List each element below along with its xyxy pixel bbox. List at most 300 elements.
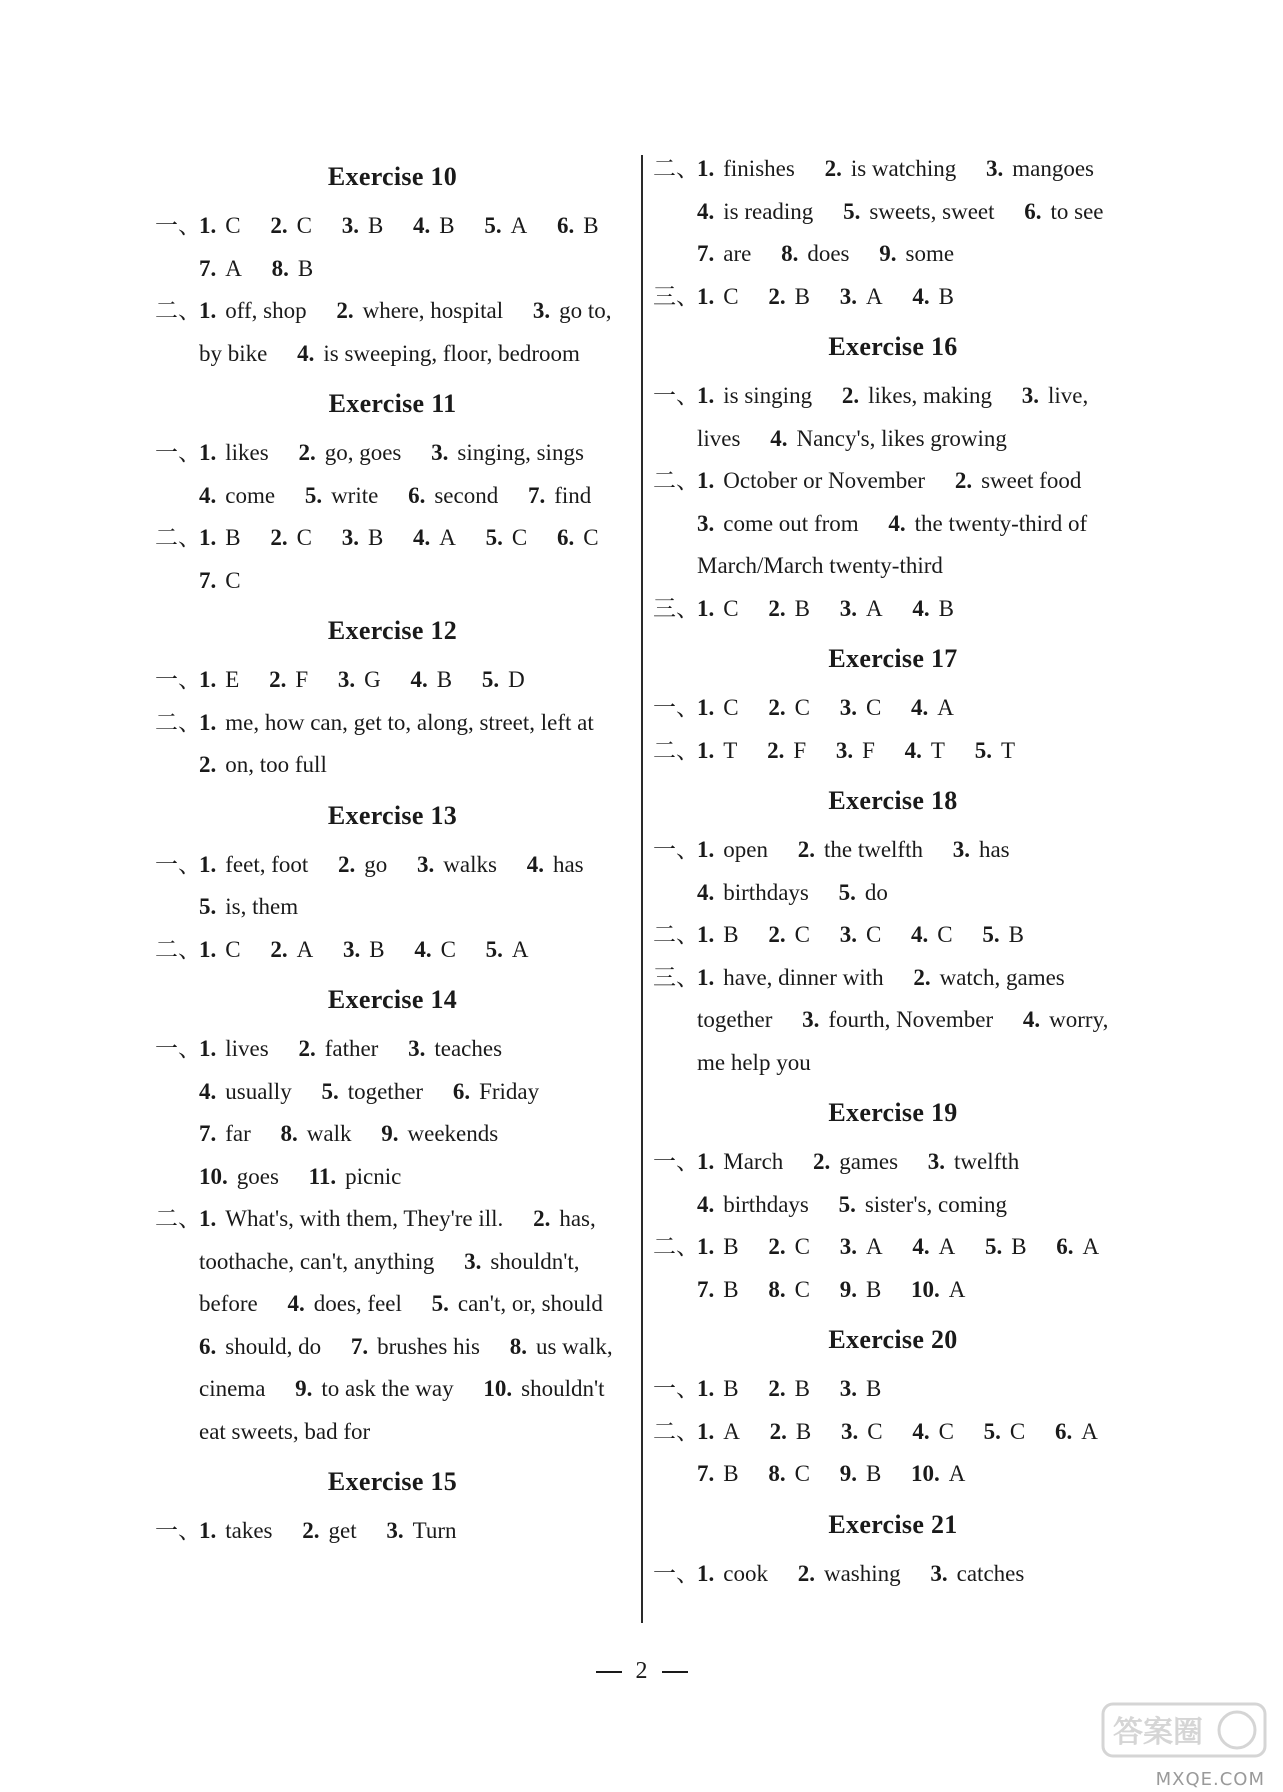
answer-number: 9. — [381, 1121, 399, 1146]
answer-text: C — [937, 922, 953, 947]
answer-text: is watching — [850, 156, 957, 181]
answer-item — [453, 1079, 539, 1104]
section-label: 二、 — [155, 709, 201, 735]
answer-item — [798, 837, 923, 862]
answer-text: B — [369, 936, 385, 962]
footer-dash-left — [596, 1671, 622, 1673]
answer-text: A — [296, 936, 314, 962]
answer-number: 2. — [768, 1234, 786, 1259]
answer-text: E — [225, 667, 240, 692]
answer-item — [911, 695, 954, 720]
answer-text: A — [938, 1234, 956, 1259]
right-column — [653, 148, 1133, 1595]
answer-text: some — [905, 241, 955, 266]
section-label: 二、 — [155, 936, 201, 962]
answer-item — [840, 1234, 883, 1259]
answer-item — [199, 213, 241, 238]
answer-number: 10. — [911, 1461, 940, 1486]
answer-number: 4. — [904, 737, 922, 763]
answer-text: B — [297, 255, 314, 281]
answer-text: A — [948, 1461, 966, 1486]
answer-item — [986, 156, 1094, 181]
section-answers — [199, 1028, 630, 1198]
answer-number: 2. — [841, 383, 860, 408]
answer-text: A — [865, 283, 883, 309]
section-answers — [199, 432, 630, 517]
answer-item — [199, 1334, 321, 1359]
answer-item — [840, 1376, 882, 1401]
section-answers — [199, 1510, 630, 1553]
answer-text: is, them — [225, 894, 299, 919]
answer-text: worry, me help you — [697, 1007, 1109, 1075]
answer-text: weekends — [407, 1121, 499, 1146]
section-label: 一、 — [155, 440, 201, 465]
answer-number: 7. — [697, 241, 715, 266]
footer-dash-right — [662, 1671, 688, 1673]
answer-text: A — [937, 695, 954, 720]
answer-item — [486, 937, 529, 962]
answer-section — [155, 290, 630, 375]
answer-number: 3. — [464, 1248, 482, 1274]
answer-item — [697, 383, 812, 408]
exercise-title: Exercise 11 — [328, 389, 457, 418]
answer-number: 1. — [697, 1560, 715, 1586]
answer-item — [697, 837, 768, 862]
answer-number: 2. — [768, 1376, 786, 1401]
section-label: 三、 — [653, 964, 699, 990]
answer-text: goes — [236, 1163, 279, 1189]
section-label: 三、 — [653, 283, 699, 309]
answer-text: C — [794, 1461, 810, 1486]
exercise-block — [155, 610, 630, 787]
answer-number: 7. — [199, 1121, 217, 1146]
exercise-block — [653, 1319, 1133, 1496]
answer-item — [697, 1376, 739, 1401]
answer-number: 10. — [199, 1163, 228, 1189]
section-answers — [697, 1411, 1133, 1496]
answer-section — [653, 276, 1133, 319]
answer-text: C — [296, 213, 312, 238]
answer-number: 4. — [413, 213, 431, 238]
answer-number: 1. — [199, 440, 217, 465]
answer-item — [768, 695, 810, 720]
answer-number: 1. — [697, 283, 715, 309]
answer-number: 1. — [199, 936, 217, 962]
answer-item — [697, 1149, 783, 1174]
answer-item — [697, 468, 925, 493]
answer-number: 4. — [1022, 1007, 1041, 1032]
answer-item — [386, 1518, 456, 1543]
answer-text: walk — [306, 1121, 352, 1146]
answer-text: B — [367, 213, 384, 238]
answer-text: sweet food — [981, 468, 1082, 493]
answer-number: 4. — [526, 851, 544, 877]
answer-number: 3. — [532, 298, 551, 323]
answer-text: shouldn't eat sweets, bad for — [199, 1376, 605, 1444]
answer-text: T — [1000, 737, 1016, 763]
answer-number: 9. — [295, 1376, 313, 1401]
answer-item — [697, 1277, 739, 1302]
answer-text: B — [794, 1376, 810, 1401]
answer-number: 6. — [557, 213, 575, 238]
answer-number: 4. — [287, 1291, 305, 1316]
answer-text: B — [794, 283, 810, 309]
answer-item — [199, 894, 298, 919]
answer-number: 10. — [483, 1376, 513, 1401]
answer-number: 2. — [302, 1518, 320, 1543]
answer-text: to see — [1050, 198, 1104, 224]
answer-number: 4. — [297, 340, 315, 366]
answer-text: B — [865, 1276, 882, 1302]
answer-number: 8. — [768, 1276, 786, 1302]
answer-item — [557, 525, 599, 550]
answer-text: B — [938, 283, 954, 309]
answer-text: C — [440, 936, 456, 962]
answer-text: lives — [225, 1036, 269, 1061]
answer-section — [653, 829, 1133, 914]
answer-number: 3. — [952, 837, 970, 862]
answer-number: 4. — [414, 936, 432, 962]
answer-item — [839, 880, 888, 905]
answer-number: 1. — [697, 837, 715, 862]
answer-item — [199, 525, 241, 550]
answer-item — [413, 525, 456, 550]
answer-number: 5. — [485, 936, 503, 962]
answer-section — [155, 929, 630, 972]
answer-number: 3. — [431, 440, 449, 465]
section-answers — [199, 290, 630, 375]
answer-item — [697, 1561, 768, 1586]
answer-number: 2. — [797, 837, 815, 862]
answer-section — [653, 957, 1133, 1085]
answer-section — [653, 375, 1133, 460]
answer-number: 5. — [974, 737, 992, 763]
answer-number: 6. — [199, 1333, 217, 1359]
exercise-block — [653, 1092, 1133, 1311]
answer-item — [930, 1561, 1024, 1586]
answer-text: C — [583, 525, 599, 550]
answer-item — [911, 922, 953, 947]
answer-text: father — [324, 1036, 379, 1061]
answer-number: 2. — [336, 298, 354, 323]
answer-number: 8. — [781, 241, 799, 266]
answer-item — [840, 284, 883, 309]
answer-section — [155, 432, 630, 517]
left-column — [155, 148, 630, 1553]
answer-text: F — [862, 737, 875, 763]
answer-text: C — [865, 922, 882, 947]
answer-text: C — [938, 1418, 954, 1444]
answer-text: off, shop — [225, 298, 307, 323]
answer-text: go to, by bike — [199, 298, 612, 366]
answer-number: 6. — [557, 525, 575, 550]
watermark-site-text: MXQE.COM — [1155, 1769, 1265, 1790]
answer-number: 2. — [913, 964, 931, 990]
answer-item — [697, 1461, 739, 1486]
answer-number: 8. — [271, 255, 289, 281]
answer-item — [528, 483, 591, 508]
section-label: 二、 — [155, 1206, 201, 1231]
answer-text: do — [864, 879, 888, 905]
answer-item — [843, 199, 994, 224]
answer-number: 1. — [697, 1376, 715, 1401]
answer-text: C — [225, 567, 241, 593]
answer-text: write — [331, 482, 379, 508]
answer-number: 2. — [768, 922, 786, 947]
answer-text: C — [723, 283, 739, 309]
answer-text: takes — [225, 1518, 273, 1543]
answer-text: C — [794, 695, 810, 720]
answer-item — [697, 156, 795, 181]
answer-item — [1024, 199, 1103, 224]
answer-text: likes, making — [868, 383, 993, 408]
section-label: 一、 — [653, 1376, 699, 1401]
answer-text: B — [723, 922, 739, 947]
answer-item — [199, 298, 307, 323]
answer-text: B — [225, 525, 241, 550]
section-answers — [199, 844, 630, 929]
answer-text: come out from — [723, 510, 859, 536]
answer-item — [975, 738, 1015, 763]
answer-text: washing — [823, 1560, 901, 1586]
answer-section — [653, 460, 1133, 588]
answer-item — [768, 1234, 810, 1259]
answer-number: 3. — [417, 851, 435, 877]
answer-item — [270, 213, 312, 238]
answer-item — [768, 922, 810, 947]
answer-number: 11. — [308, 1163, 337, 1189]
section-label: 一、 — [155, 667, 201, 692]
answer-text: A — [865, 595, 883, 621]
answer-item — [410, 667, 452, 692]
answer-item — [840, 596, 883, 621]
answer-number: 7. — [350, 1333, 369, 1359]
answer-number: 2. — [270, 936, 288, 962]
answer-text: usually — [225, 1078, 292, 1104]
answer-item — [985, 1234, 1027, 1259]
answer-item — [298, 440, 401, 465]
answer-text: A — [948, 1276, 966, 1302]
answer-number: 4. — [697, 198, 715, 224]
answer-section — [155, 205, 630, 290]
answer-item — [199, 710, 594, 735]
answer-text: B — [436, 667, 453, 692]
answer-text: are — [723, 241, 752, 266]
answer-text: walks — [443, 851, 497, 877]
answer-text: October or November — [723, 468, 926, 493]
answer-text: cook — [723, 1560, 768, 1586]
answer-number: 2. — [768, 695, 786, 720]
answer-text: C — [794, 1276, 810, 1302]
answer-item — [802, 1007, 993, 1032]
answer-text: far — [225, 1121, 251, 1146]
answer-number: 3. — [341, 525, 359, 550]
exercise-block — [155, 383, 630, 602]
answer-text: B — [723, 1276, 739, 1302]
answer-number: 7. — [697, 1461, 715, 1486]
answer-item — [912, 1234, 955, 1259]
answer-number: 2. — [270, 213, 288, 238]
answer-item — [841, 1419, 883, 1444]
section-label: 二、 — [653, 922, 699, 947]
answer-item — [912, 1419, 954, 1444]
answer-text: Friday — [479, 1078, 540, 1104]
answer-item — [199, 568, 241, 593]
answer-number: 10. — [911, 1276, 940, 1302]
answer-section — [155, 702, 630, 787]
section-answers — [697, 914, 1133, 957]
answer-number: 1. — [199, 298, 217, 323]
answer-item — [297, 341, 580, 366]
answer-text: is reading — [723, 198, 814, 224]
answer-text: A — [511, 936, 529, 962]
answer-item — [272, 256, 314, 281]
answer-item — [288, 1291, 402, 1316]
answer-section — [155, 844, 630, 929]
answer-item — [199, 1036, 269, 1061]
answer-number: 5. — [321, 1078, 339, 1104]
answer-text: me, how can, get to, along, street, left at — [225, 709, 594, 735]
section-label: 一、 — [653, 1149, 699, 1174]
answer-item — [911, 1461, 965, 1486]
answer-number: 7. — [527, 482, 546, 508]
answer-text: A — [1082, 1234, 1100, 1259]
answer-text: B — [794, 595, 810, 621]
answer-item — [697, 695, 739, 720]
exercise-title: Exercise 18 — [828, 786, 958, 815]
answer-text: second — [434, 482, 499, 508]
answer-number: 2. — [768, 283, 786, 309]
answer-text: sweets, sweet — [869, 198, 995, 224]
answer-item — [697, 922, 739, 947]
answer-item — [953, 837, 1010, 862]
answer-number: 6. — [1056, 1234, 1074, 1259]
answer-item — [697, 596, 739, 621]
answer-item — [199, 483, 275, 508]
answer-number: 1. — [697, 156, 715, 181]
answer-item — [309, 1164, 402, 1189]
answer-number: 1. — [199, 851, 217, 877]
answer-text: B — [795, 1418, 812, 1444]
answer-item — [697, 738, 737, 763]
answer-item — [336, 298, 503, 323]
section-label: 二、 — [653, 468, 699, 493]
answer-text: F — [793, 737, 807, 763]
answer-item — [295, 1376, 453, 1401]
answer-item — [1056, 1234, 1099, 1259]
answer-text: B — [938, 595, 954, 621]
answer-item — [338, 852, 387, 877]
answer-text: the twenty-third of March/March twenty-third — [697, 510, 1088, 578]
answer-item — [911, 1277, 965, 1302]
answer-item — [842, 383, 992, 408]
answer-number: 7. — [199, 567, 217, 593]
answer-text: has, toothache, can't, anything — [199, 1206, 596, 1274]
answer-text: A — [865, 1234, 883, 1259]
answer-number: 3. — [408, 1036, 426, 1061]
answer-item — [199, 1164, 279, 1189]
answer-text: where, hospital — [362, 298, 504, 323]
answer-number: 2. — [797, 1560, 815, 1586]
answer-item — [928, 1149, 1019, 1174]
answer-text: games — [839, 1149, 899, 1174]
answer-text: singing, sings — [457, 440, 584, 465]
answer-number: 9. — [839, 1276, 857, 1302]
exercise-block — [653, 780, 1133, 1084]
answer-number: 3. — [697, 510, 715, 536]
section-answers — [697, 148, 1133, 276]
exercise-block — [653, 1504, 1133, 1596]
answer-number: 4. — [911, 695, 929, 720]
answer-item — [840, 695, 882, 720]
answer-text: A — [225, 255, 242, 281]
answer-text: us walk, cinema — [199, 1333, 613, 1401]
answer-number: 4. — [888, 510, 906, 536]
answer-number: 1. — [199, 1518, 217, 1543]
exercise-title: Exercise 19 — [828, 1098, 958, 1127]
answer-item — [697, 1234, 739, 1259]
section-answers — [697, 276, 1133, 319]
answer-item — [768, 1277, 810, 1302]
answer-item — [482, 667, 525, 692]
answer-number: 4. — [912, 595, 930, 621]
answer-item — [781, 241, 849, 266]
answer-number: 1. — [697, 595, 715, 621]
answer-text: have, dinner with — [723, 964, 884, 990]
answer-number: 2. — [813, 1149, 831, 1174]
answer-item — [770, 1419, 812, 1444]
watermark-logo-text: 答案圈 — [1113, 1715, 1203, 1750]
answer-item — [557, 213, 599, 238]
answer-item — [270, 525, 312, 550]
answer-number: 1. — [697, 1234, 715, 1259]
answer-item — [840, 1461, 882, 1486]
answer-number: 3. — [839, 595, 857, 621]
answer-item — [955, 468, 1082, 493]
answer-text: go — [364, 851, 388, 877]
answer-item — [199, 667, 239, 692]
answer-number: 5. — [199, 894, 217, 919]
section-label: 一、 — [653, 1560, 699, 1586]
answer-text: B — [583, 213, 599, 238]
answer-number: 4. — [199, 482, 217, 508]
answer-text: to ask the way — [321, 1376, 454, 1401]
answer-number: 8. — [280, 1121, 298, 1146]
answer-number: 5. — [982, 922, 1000, 947]
exercise-title: Exercise 16 — [828, 332, 958, 361]
answer-text: B — [723, 1376, 739, 1401]
answer-item — [343, 937, 385, 962]
section-answers — [199, 702, 630, 787]
answer-text: is singing — [723, 383, 813, 408]
answer-number: 2. — [769, 1418, 787, 1444]
answer-number: 4. — [770, 425, 788, 451]
section-label: 一、 — [155, 213, 201, 238]
answer-number: 7. — [697, 1276, 715, 1302]
answer-item — [697, 880, 809, 905]
answer-number: 4. — [912, 1234, 930, 1259]
answer-item — [413, 213, 455, 238]
answer-section — [653, 588, 1133, 631]
exercise-block — [653, 148, 1133, 318]
answer-item — [768, 596, 810, 621]
answer-number: 1. — [697, 1149, 715, 1174]
section-label: 一、 — [155, 851, 201, 877]
answer-item — [199, 256, 242, 281]
answer-item — [199, 1079, 292, 1104]
answer-text: the twelfth — [823, 837, 923, 862]
exercise-block — [155, 156, 630, 375]
